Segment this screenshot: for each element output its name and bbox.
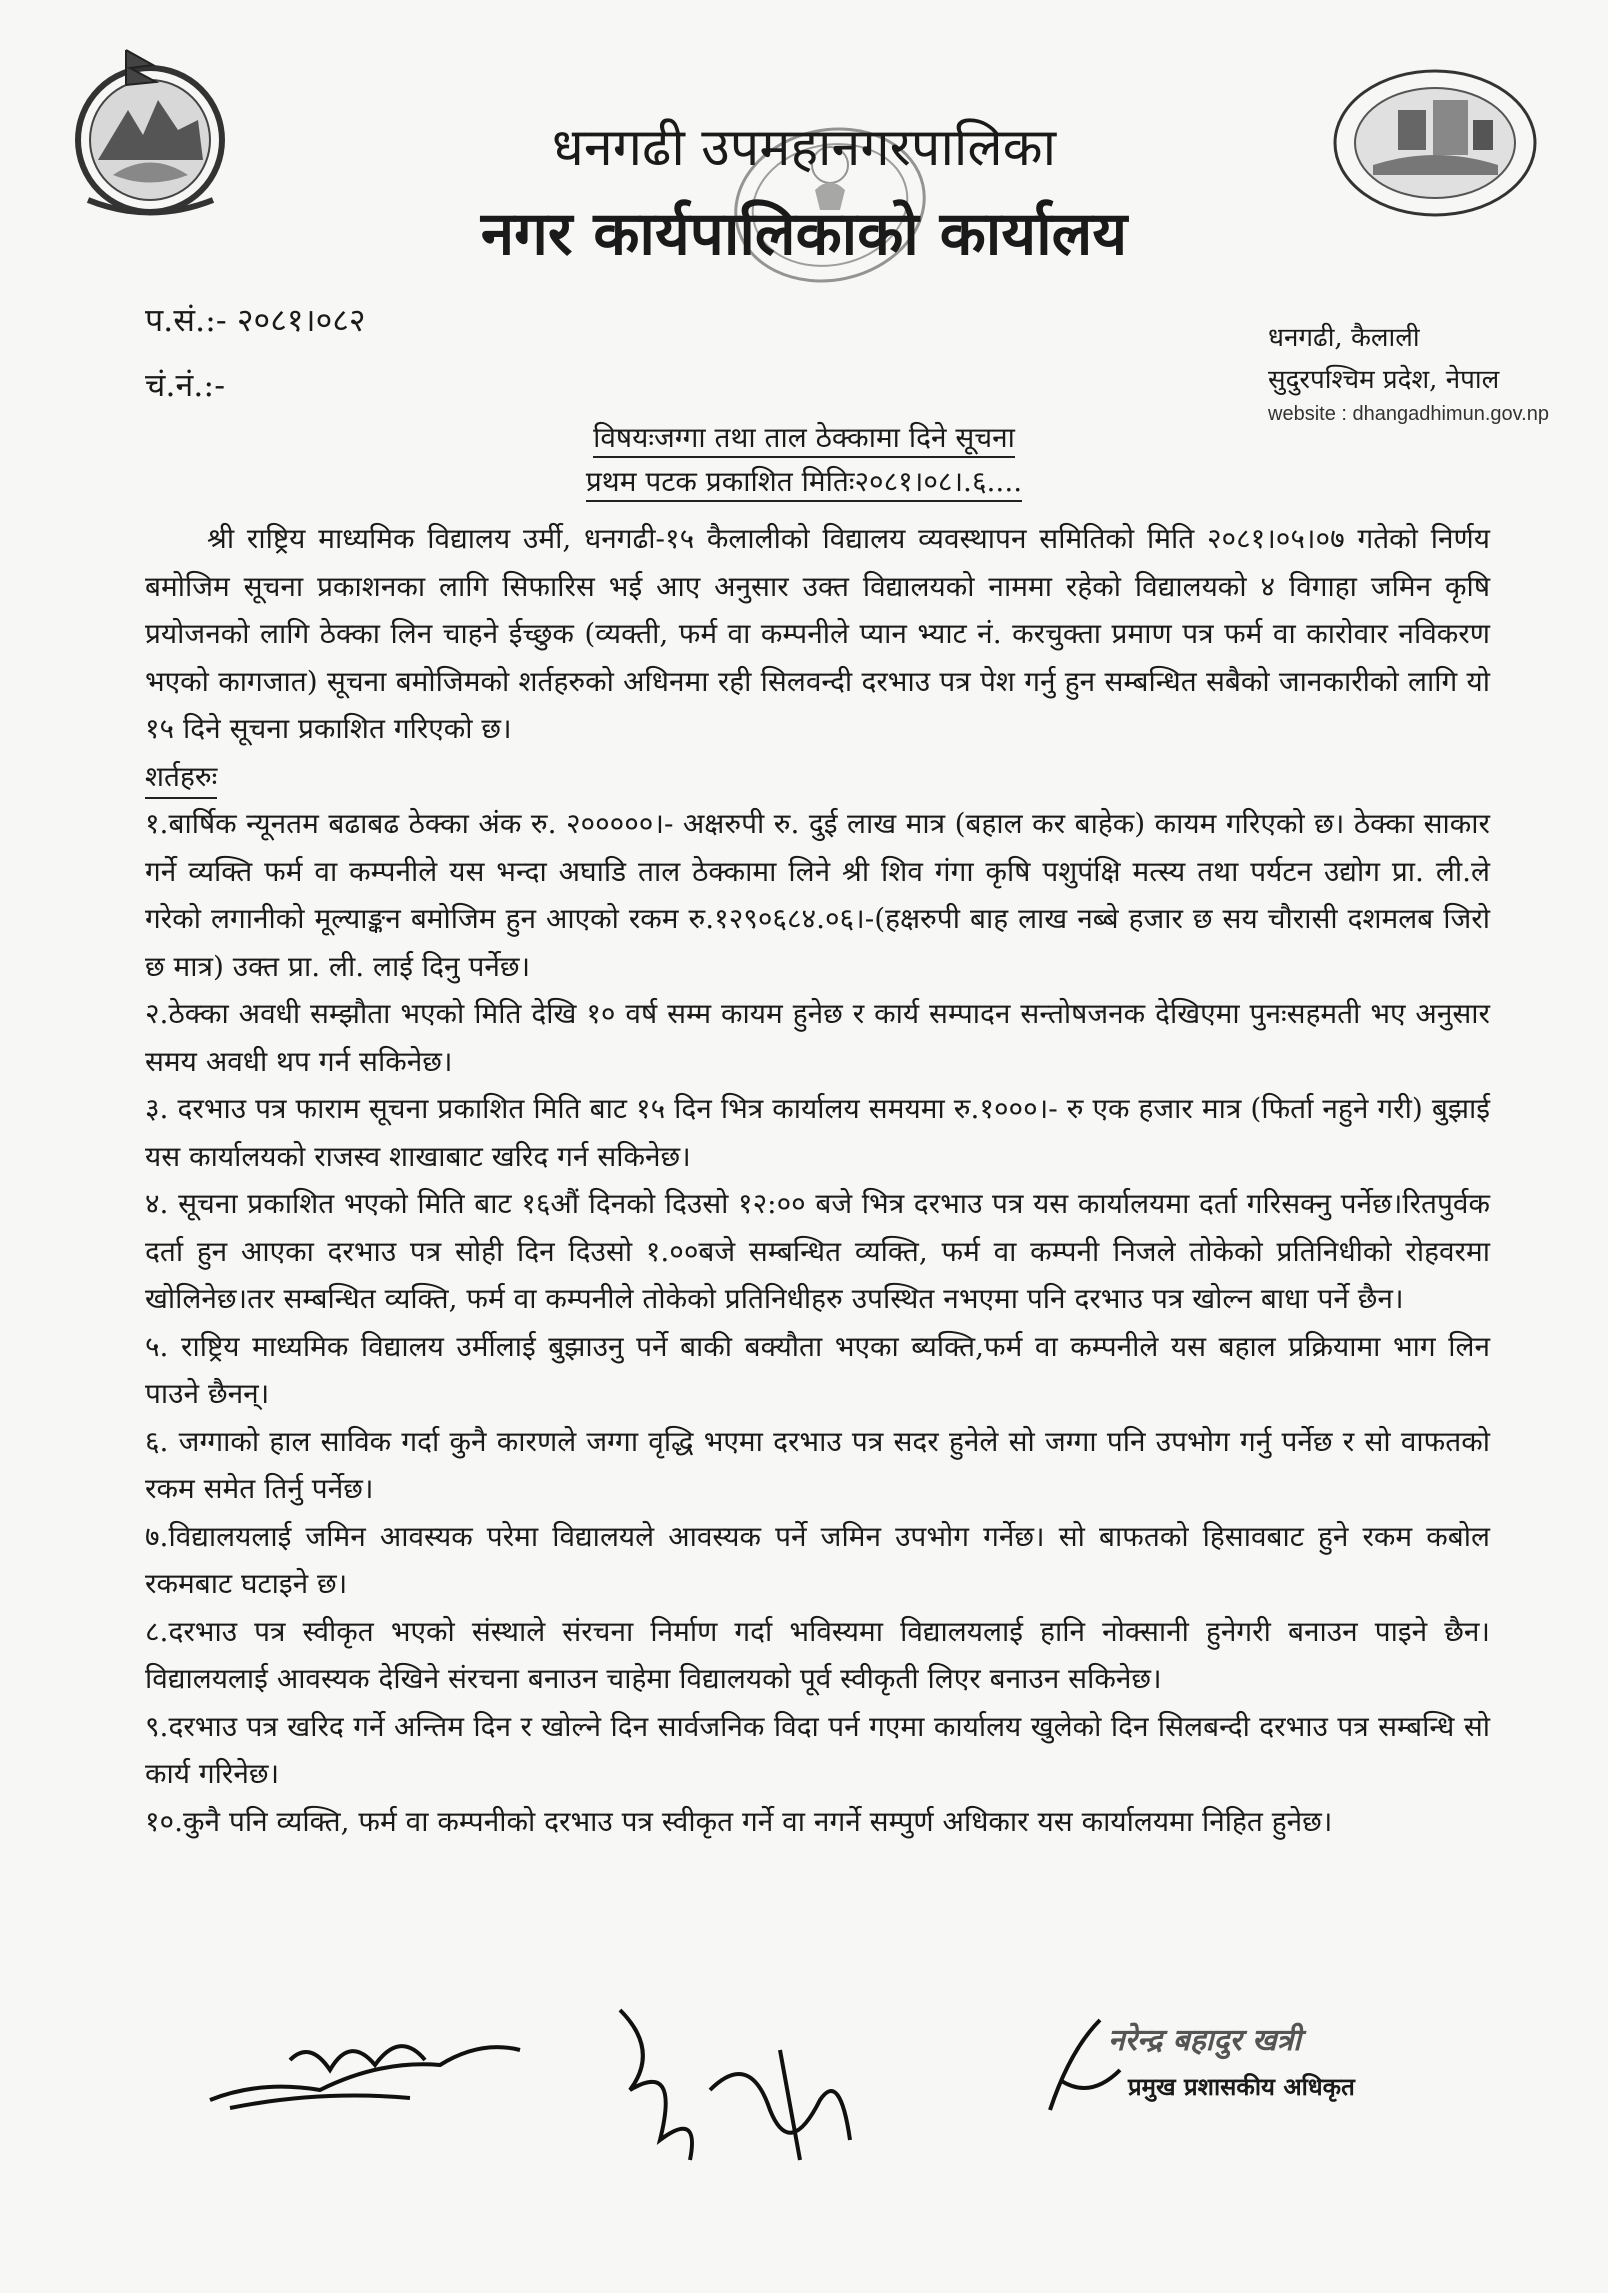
term-8: ८.दरभाउ पत्र स्वीकृत भएको संस्थाले संरचना निर्माण गर्दा भविस्यमा विद्यालयलाई हानि नोक्सानी हुनेगरी बनाउन पाइने छैन। विद्यालयलाई आवस्यक देखिने संरचना बनाउन चाहेमा विद्यालयको पूर्व स्वीकृती लिएर बनाउन सकिनेछ। — [145, 1614, 1490, 1695]
term-6: ६. जग्गाको हाल साविक गर्दा कुनै कारणले जग्गा वृद्धि भएमा दरभाउ पत्र सदर हुनेले सो जग्गा पनि उपभोग गर्नु पर्नेछ र सो वाफतको रकम समेत तिर्नु पर्नेछ। — [145, 1424, 1490, 1505]
office-name: नगर कार्यपालिकाको कार्यालय — [480, 199, 1128, 269]
officer-title: प्रमुख प्रशासकीय अधिकृत — [1128, 2073, 1355, 2101]
notice-body — [145, 515, 1490, 1845]
officer-name: नरेन्द्र बहादुर खत्री — [1108, 2023, 1301, 2058]
subject-heading — [0, 418, 1608, 456]
term-1: १.बार्षिक न्यूनतम बढाबढ ठेक्का अंक रु. २०००००।- अक्षरुपी रु. दुई लाख मात्र (बहाल कर बाहेक) कायम गरिएको छ। ठेक्का साकार गर्ने व्यक्ति फर्म वा कम्पनीले यस भन्दा अघाडि ताल ठेक्कामा लिने श्री शिव गंगा कृषि पशुपंक्षि मत्स्य तथा पर्यटन उद्योग प्रा. ली.ले गरेको लगानीको मूल्याङ्कन बमोजिम हुन आएको रकम रु.१२९०६८४.०६।-(हक्षरुपी बाह लाख नब्बे हजार छ सय चौरासी दशमलब जिरो छ मात्र) उक्त प्रा. ली. लाई दिनु पर्नेछ। — [145, 807, 1490, 983]
terms-heading: शर्तहरुः — [145, 757, 217, 799]
term-5: ५. राष्ट्रिय माध्यमिक विद्यालय उर्मीलाई बुझाउनु पर्ने बाकी बक्यौता भएका ब्यक्ति,फर्म वा कम्पनीले यस बहाल प्रक्रियामा भाग लिन पाउने छैनन्। — [145, 1329, 1490, 1410]
first-published-line — [0, 462, 1608, 500]
term-3: ३. दरभाउ पत्र फाराम सूचना प्रकाशित मिति बाट १५ दिन भित्र कार्यालय समयमा रु.१०००।- रु एक हजार मात्र (फिर्ता नहुने गरी) बुझाई यस कार्यालयको राजस्व शाखाबाट खरिद गर्न सकिनेछ। — [145, 1092, 1490, 1173]
website: website : dhangadhimun.gov.np — [1268, 403, 1549, 425]
municipality-name: धनगढी उपमहानगरपालिका — [551, 118, 1057, 178]
subject-title: विषयःजग्गा तथा ताल ठेक्कामा दिने सूचना — [593, 421, 1015, 458]
term-9: ९.दरभाउ पत्र खरिद गर्ने अन्तिम दिन र खोल्ने दिन सार्वजनिक विदा पर्न गएमा कार्यालय खुलेको दिन सिलबन्दी दरभाउ पत्र सम्बन्धि सो कार्य गरिनेछ। — [145, 1709, 1490, 1790]
chalani-number: चं.नं.:- — [145, 366, 226, 404]
intro-paragraph: श्री राष्ट्रिय माध्यमिक विद्यालय उर्मी, धनगढी-१५ कैलालीको विद्यालय व्यवस्थापन समितिको मिति २०८१।०५।०७ गतेको निर्णय बमोजिम सूचना प्रकाशनका लागि सिफारिस भई आए अनुसार उक्त विद्यालयको नाममा रहेको विद्यालयको ४ विगाहा जमिन कृषि प्रयोजनको लागि ठेक्का लिन चाहने ईच्छुक (व्यक्ती, फर्म वा कम्पनीले प्यान भ्याट नं. करचुक्ता प्रमाण पत्र फर्म वा कारोवार नविकरण भएको कागजात) सूचना बमोजिमको शर्तहरुको अधिनमा रही सिलवन्दी दरभाउ पत्र पेश गर्नु हुन सम्बन्धित सबैको जानकारीको लागि यो १५ दिने सूचना प्रकाशित गरिएको छ। — [145, 522, 1490, 745]
address-line2: सुदुरपश्चिम प्रदेश, नेपाल — [1268, 365, 1500, 395]
first-published-date: प्रथम पटक प्रकाशित मितिः२०८१।०८।.६.... — [586, 465, 1022, 502]
term-10: १०.कुनै पनि व्यक्ति, फर्म वा कम्पनीको दरभाउ पत्र स्वीकृत गर्ने वा नगर्ने सम्पुर्ण अधिकार यस कार्यालयमा निहित हुनेछ। — [145, 1804, 1333, 1838]
term-7: ७.विद्यालयलाई जमिन आवस्यक परेमा विद्यालयले आवस्यक पर्ने जमिन उपभोग गर्नेछ। सो बाफतको हिसावबाट हुने रकम कबोल रकमबाट घटाइने छ। — [145, 1519, 1490, 1600]
signature-left — [200, 2020, 530, 2115]
address-line1: धनगढी, कैलाली — [1268, 323, 1420, 353]
term-4: ४. सूचना प्रकाशित भएको मिति बाट १६औं दिनको दिउसो १२:०० बजे भित्र दरभाउ पत्र यस कार्यालयमा दर्ता गरिसक्नु पर्नेछ।रितपुर्वक दर्ता हुन आएका दरभाउ पत्र सोही दिन दिउसो १.००बजे सम्बन्धित व्यक्ति, फर्म वा कम्पनी निजले तोकेको प्रतिनिधीको रोहवरमा खोलिनेछ।तर सम्बन्धित व्यक्ति, फर्म वा कम्पनीले तोकेको प्रतिनिधीहरु उपस्थित नभएमा पनि दरभाउ पत्र खोल्न बाधा पर्ने छैन। — [145, 1187, 1490, 1315]
reference-number: प.सं.:- २०८१।०८२ — [145, 301, 366, 339]
signature-middle — [600, 1990, 870, 2170]
term-2: २.ठेक्का अवधी सम्झौता भएको मिति देखि १० वर्ष सम्म कायम हुनेछ र कार्य सम्पादन सन्तोषजनक देखिएमा पुनःसहमती भए अनुसार समय अवधी थप गर्न सकिनेछ। — [145, 997, 1490, 1078]
